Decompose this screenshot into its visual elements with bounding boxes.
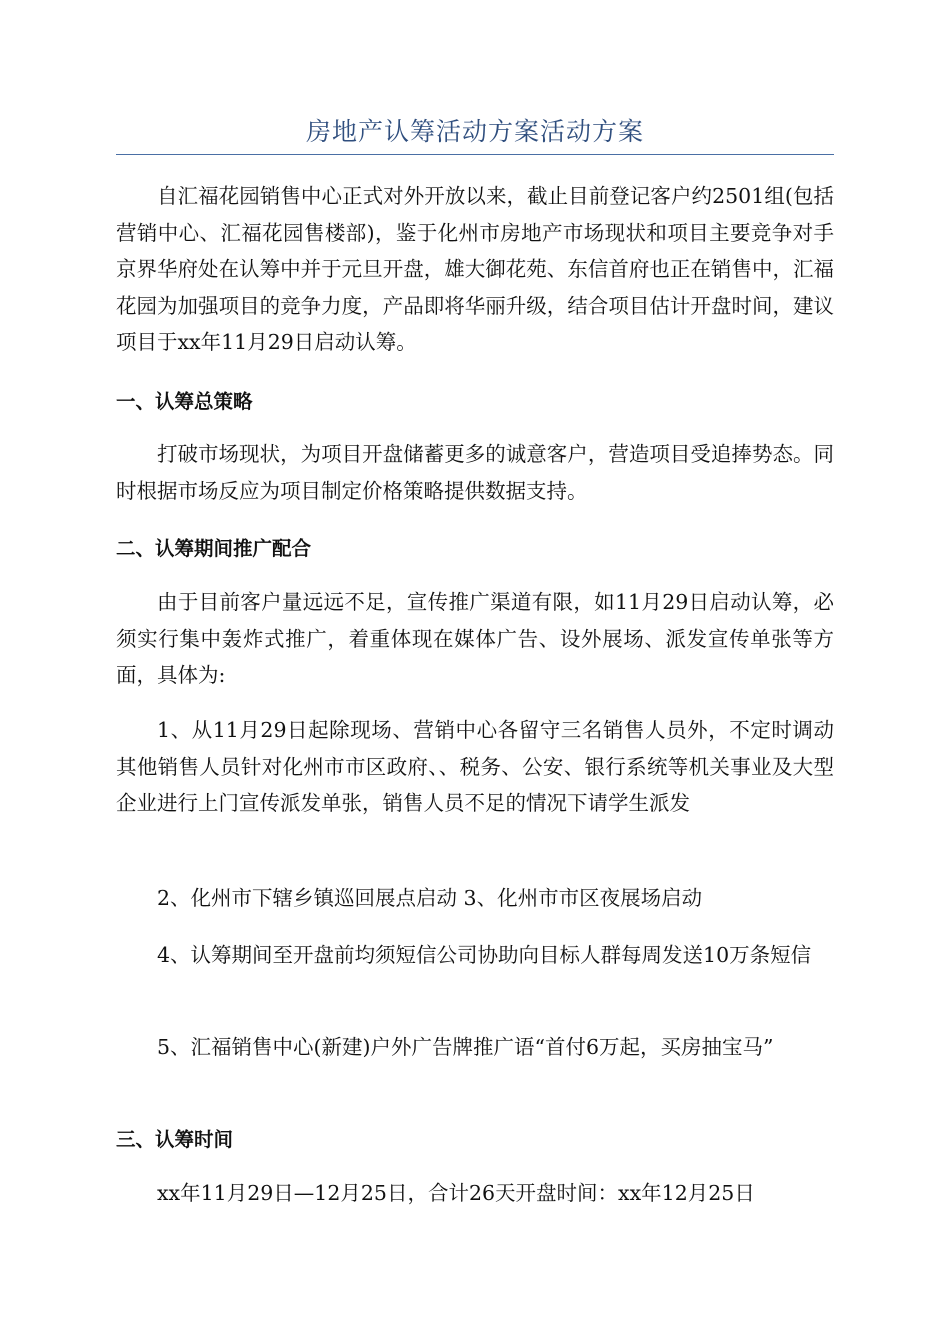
promotion-paragraph: 由于目前客户量远远不足，宣传推广渠道有限，如11月29日启动认筹，必须实行集中轰炸式推广，着重体现在媒体广告、设外展场、派发宣传单张等方面，具体为: [116, 590, 834, 687]
strategy-paragraph: 打破市场现状，为项目开盘储蓄更多的诚意客户，营造项目受追捧势态。同时根据市场反应为项目制定价格策略提供数据支持。 [116, 442, 834, 503]
title-underline [116, 154, 834, 155]
promotion-item-2-3: 2、化州市下辖乡镇巡回展点启动 3、化州市市区夜展场启动 [157, 886, 703, 910]
promotion-item-5: 5、汇福销售中心(新建)户外广告牌推广语“首付6万起，买房抽宝马” [157, 1035, 774, 1059]
document-title: 房地产认筹活动方案活动方案 [305, 117, 644, 146]
section-heading-time: 三、认筹时间 [116, 1128, 234, 1151]
promotion-item-4: 4、认筹期间至开盘前均须短信公司协助向目标人群每周发送10万条短信 [157, 943, 812, 967]
section-heading-strategy: 一、认筹总策略 [116, 390, 253, 413]
intro-paragraph: 自汇福花园销售中心正式对外开放以来，截止目前登记客户约2501组(包括营销中心、汇福花园售楼部)，鉴于化州市房地产市场现状和项目主要竞争对手京界华府处在认筹中并于元旦开盘，雄大御花苑、东信首府也正在销售中，汇福花园为加强项目的竞争力度，产品即将华丽升级，结合项目估计开盘时间，建议项目于xx年11月29日启动认筹。 [116, 184, 834, 354]
promotion-item-1: 1、从11月29日起除现场、营销中心各留守三名销售人员外，不定时调动其他销售人员针对化州市市区政府、、税务、公安、银行系统等机关事业及大型企业进行上门宣传派发单张，销售人员不足的情况下请学生派发 [116, 718, 834, 815]
time-paragraph: xx年11月29日—12月25日，合计26天开盘时间：xx年12月25日 [157, 1181, 755, 1205]
section-heading-promotion: 二、认筹期间推广配合 [116, 537, 312, 560]
